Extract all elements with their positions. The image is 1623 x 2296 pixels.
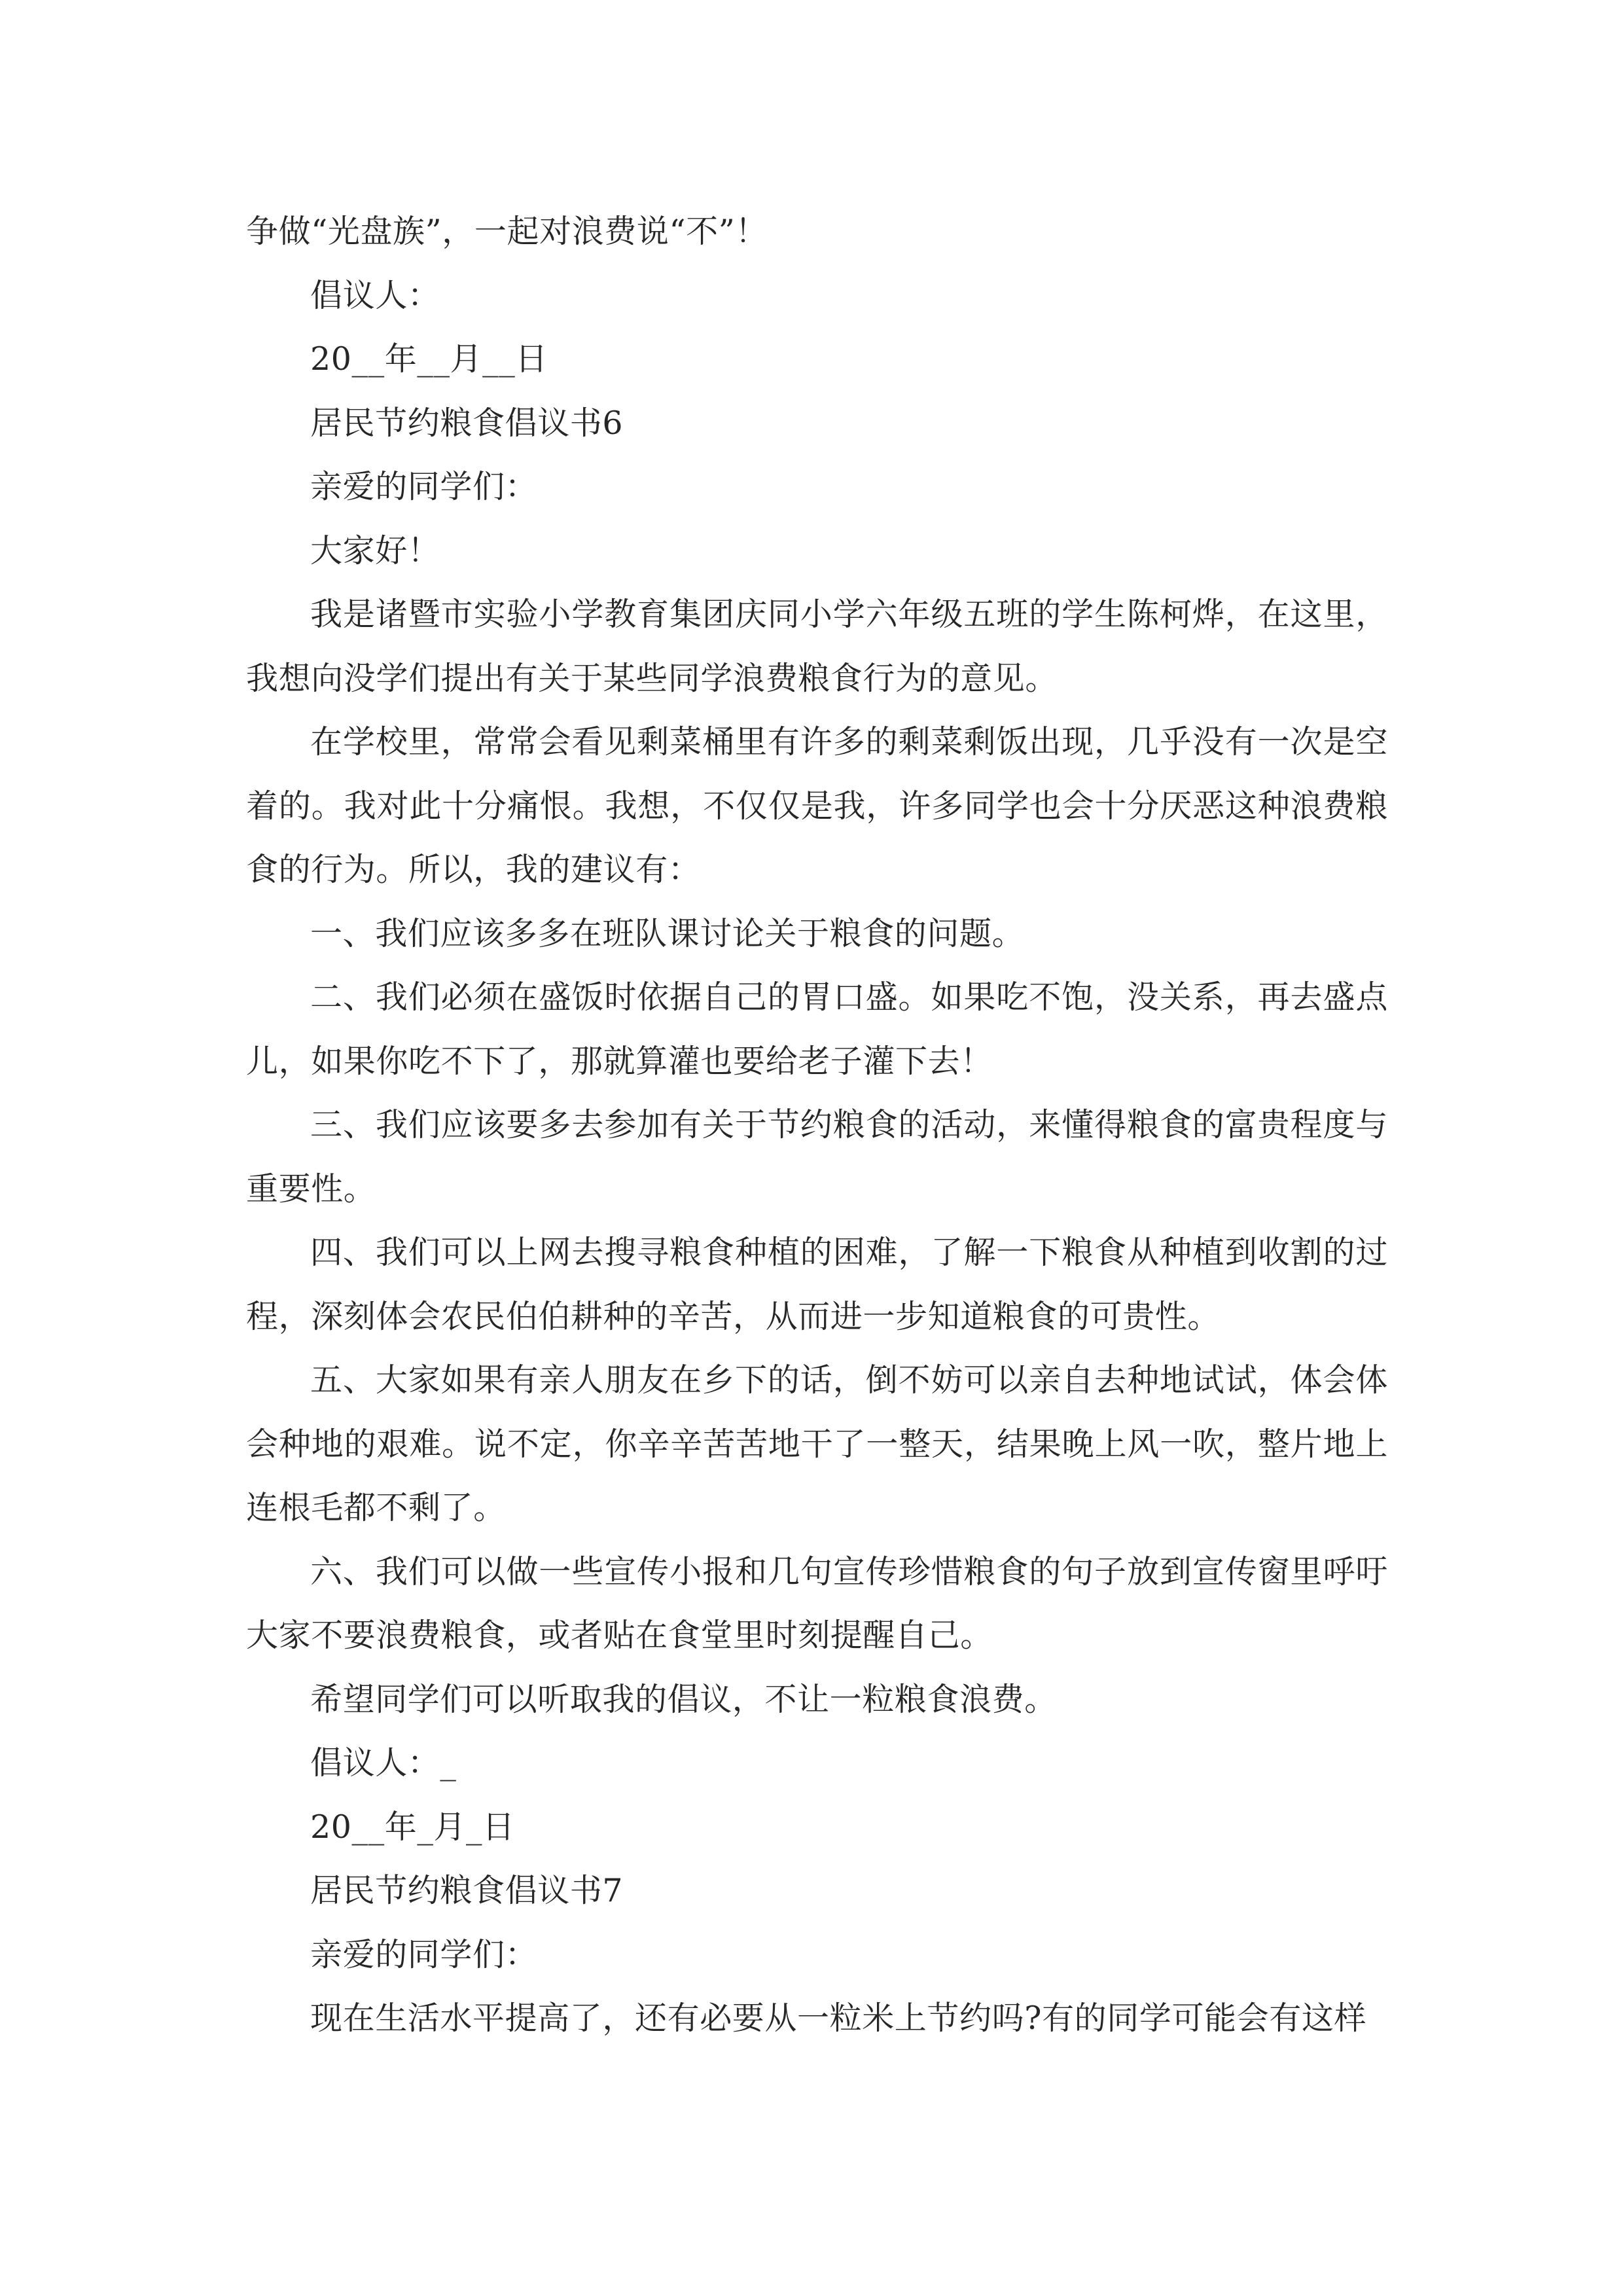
paragraph-guangpan-slogan: 争做“光盘族”，一起对浪费说“不”！ — [246, 213, 768, 250]
paragraph-observation: 在学校里，常常会看见剩菜桶里有许多的剩菜剩饭出现，几乎没有一次是空着的。我对此十分痛恨。我想，不仅仅是我，许多同学也会十分厌恶这种浪费粮食的行为。所以，我的建议有： — [246, 723, 1388, 888]
suggestion-3: 三、我们应该要多去参加有关于节约粮食的活动，来懂得粮食的富贵程度与重要性。 — [246, 1106, 1388, 1208]
section-title-6: 居民节约粮食倡议书6 — [310, 404, 624, 442]
salutation: 亲爱的同学们： — [310, 1935, 538, 1973]
closing-paragraph: 希望同学们可以听取我的倡议，不让一粒粮食浪费。 — [310, 1680, 1057, 1718]
suggestion-4: 四、我们可以上网去搜寻粮食种植的困难，了解一下粮食从种植到收割的过程，深刻体会农民伯伯耕种的辛苦，从而进一步知道粮食的可贵性。 — [246, 1234, 1388, 1335]
paragraph-opening: 现在生活水平提高了，还有必要从一粒米上节约吗?有的同学可能会有这样 — [310, 2000, 1367, 2037]
signature-label: 倡议人： — [310, 276, 440, 314]
suggestion-5: 五、大家如果有亲人朋友在乡下的话，倒不妨可以亲自去种地试试，体会体会种地的艰难。说不定，你辛辛苦苦地干了一整天，结果晚上风一吹，整片地上连根毛都不剩了。 — [246, 1361, 1388, 1526]
paragraph-introduction: 我是诸暨市实验小学教育集团庆同小学六年级五班的学生陈柯烨，在这里，我想向没学们提出有关于某些同学浪费粮食行为的意见。 — [246, 596, 1388, 697]
date-line: 20__年_月_日 — [310, 1808, 515, 1846]
suggestion-2: 二、我们必须在盛饭时依据自己的胃口盛。如果吃不饱，没关系，再去盛点儿，如果你吃不下了，那就算灌也要给老子灌下去！ — [246, 978, 1388, 1080]
date-line: 20__年__月__日 — [310, 340, 548, 378]
document-body — [246, 200, 1388, 2051]
greeting: 大家好！ — [310, 531, 440, 569]
suggestion-1: 一、我们应该多多在班队课讨论关于粮食的问题。 — [310, 914, 1025, 952]
section-title-7: 居民节约粮食倡议书7 — [310, 1872, 624, 1909]
salutation: 亲爱的同学们： — [310, 468, 538, 505]
signature-label: 倡议人：_ — [310, 1744, 457, 1782]
suggestion-6: 六、我们可以做一些宣传小报和几句宣传珍惜粮食的句子放到宣传窗里呼吁大家不要浪费粮食，或者贴在食堂里时刻提醒自己。 — [246, 1552, 1388, 1654]
